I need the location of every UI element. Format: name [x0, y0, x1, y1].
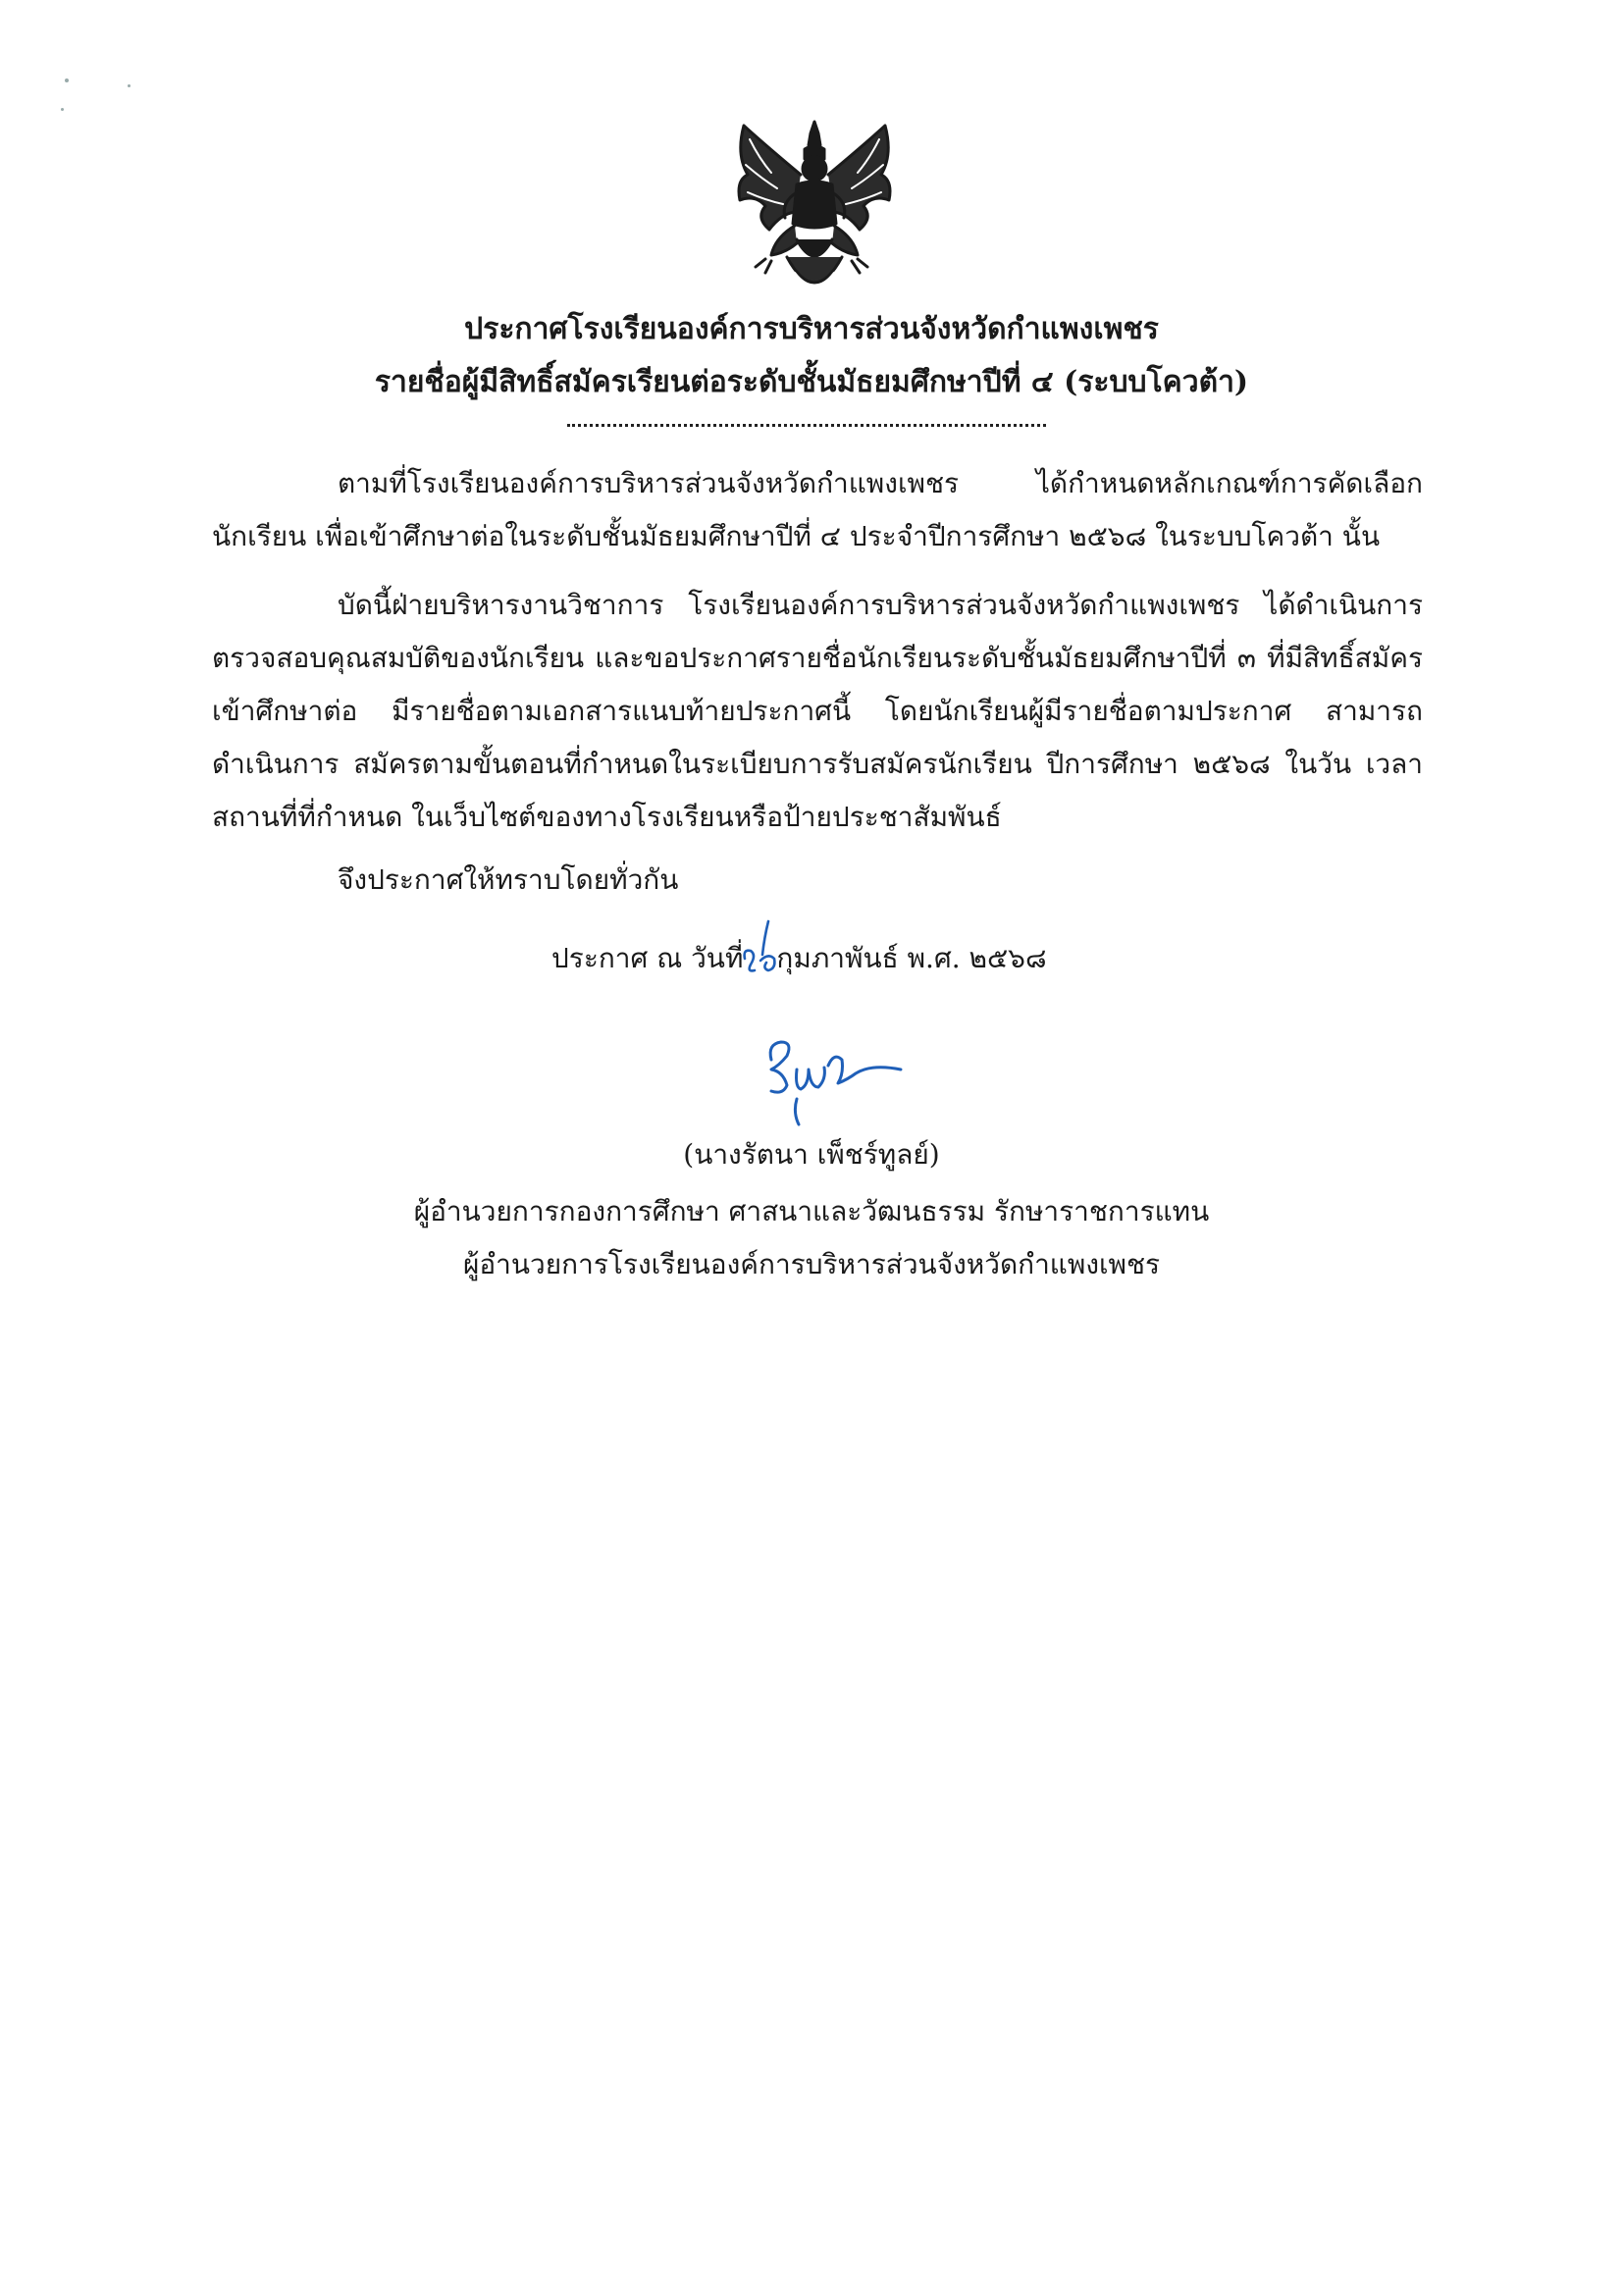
- scan-speck: [61, 108, 64, 111]
- garuda-emblem-icon: [726, 116, 903, 312]
- handwritten-day: [743, 941, 776, 980]
- paragraph-1-text: ตามที่โรงเรียนองค์การบริหารส่วนจังหวัดกำแพงเพชร ได้กำหนดหลักเกณฑ์การคัดเลือกนักเรียน เพื่อเข้าศึกษาต่อในระดับชั้นมัธยมศึกษาปีที่ ๔ ประจำปีการศึกษา ๒๕๖๘ ในระบบโควต้า นั้น: [212, 467, 1423, 552]
- title-divider: [567, 424, 1046, 427]
- date-prefix: ประกาศ ณ วันที่: [551, 942, 744, 974]
- scan-speck: [65, 78, 69, 82]
- signer-position-2: ผู้อำนวยการโรงเรียนองค์การบริหารส่วนจังหวัดกำแพงเพชร: [462, 1248, 1161, 1280]
- scan-speck: [128, 84, 131, 87]
- signature-icon: [754, 1030, 920, 1128]
- body-paragraph-1: [212, 457, 1423, 563]
- handwritten-day-icon: [739, 919, 780, 980]
- closing-statement: จึงประกาศให้ทราบโดยทั่วกัน: [338, 863, 679, 896]
- announcement-title: ประกาศโรงเรียนองค์การบริหารส่วนจังหวัดกำแพงเพชร: [464, 312, 1159, 346]
- signer-name: (นางรัตนา เพ็ชร์ทูลย์): [683, 1138, 940, 1171]
- paragraph-2-text: บัดนี้ฝ่ายบริหารงานวิชาการ โรงเรียนองค์การบริหารส่วนจังหวัดกำแพงเพชร ได้ดำเนินการ ตรวจสอบคุณสมบัติของนักเรียน และขอประกาศรายชื่อนักเรียนระดับชั้นมัธยมศึกษาปีที่ ๓ ที่มีสิทธิ์สมัคร เข้าศึกษาต่อ มีรายชื่อตามเอกสารแนบท้ายประกาศนี้ โดยนักเรียนผู้มีรายชื่อตามประกาศ สามารถดำเนินการ สมัครตามขั้นตอนที่กำหนดในระเบียบการรับสมัครนักเรียน ปีการศึกษา ๒๕๖๘ ในวัน เวลา สถานที่ที่กำหนด ในเว็บไซต์ของทางโรงเรียนหรือป้ายประชาสัมพันธ์: [212, 589, 1423, 833]
- date-suffix: กุมภาพันธ์ พ.ศ. ๒๕๖๘: [776, 942, 1047, 974]
- body-paragraph-2: [212, 579, 1423, 844]
- signer-position-1: ผู้อำนวยการกองการศึกษา ศาสนาและวัฒนธรรม รักษาราชการแทน: [413, 1195, 1210, 1227]
- announcement-subtitle: รายชื่อผู้มีสิทธิ์สมัครเรียนต่อระดับชั้นมัธยมศึกษาปีที่ ๔ (ระบบโควต้า): [374, 365, 1249, 399]
- announcement-date: [551, 932, 1047, 985]
